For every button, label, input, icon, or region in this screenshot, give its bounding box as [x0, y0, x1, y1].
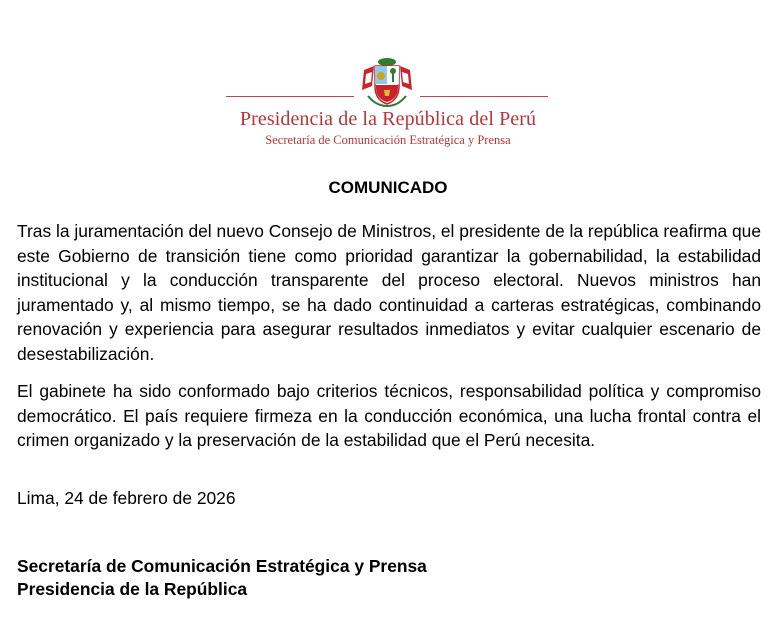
peru-coat-of-arms-icon: [358, 56, 416, 108]
date-line: Lima, 24 de febrero de 2026: [17, 488, 236, 508]
institution-name: Presidencia de la República del Perú: [239, 108, 537, 130]
signature-office: Secretaría de Comunicación Estratégica y Prensa: [17, 556, 427, 576]
document-title: COMUNICADO: [328, 178, 448, 197]
letterhead: [0, 0, 776, 160]
paragraph-1: Tras la juramentación del nuevo Consejo de Ministros, el presidente de la república reafirma que este Gobierno de transición tiene como prioridad garantizar la gobernabilidad, la estabilidad institucional y la conducción transparente del proceso electoral. Nuevos ministros han juramentado y, al mismo tiempo, se ha dado continuidad a carteras estratégicas, combinando renovación y experiencia para asegurar resultados inmediatos y evitar cualquier escenario de desestabilización.: [17, 221, 761, 364]
letterhead-rule-right: [420, 96, 548, 97]
signature-institution: Presidencia de la República: [17, 579, 248, 599]
paragraph-2: El gabinete ha sido conformado bajo criterios técnicos, responsabilidad política y compromiso democrático. El país requiere firmeza en la conducción económica, una lucha frontal contra el crimen organizado y la preservación de la estabilidad que el Perú necesita.: [17, 381, 761, 450]
letterhead-rule-left: [226, 96, 354, 97]
office-name: Secretaría de Comunicación Estratégica y Prensa: [265, 133, 511, 147]
